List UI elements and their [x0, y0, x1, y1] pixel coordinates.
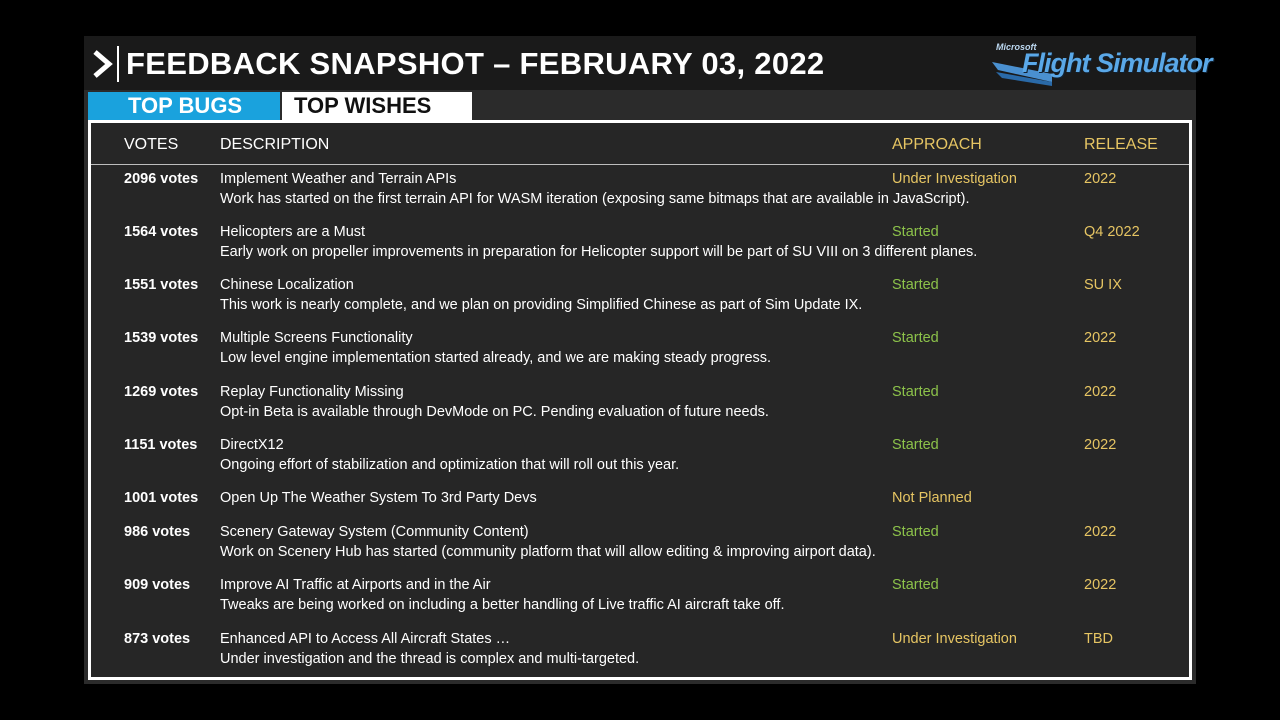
row-release: 2022 — [1084, 171, 1117, 187]
row-detail: Low level engine implementation started already, and we are making steady progress. — [220, 350, 772, 366]
logo-text: Flight Simulator — [1022, 48, 1212, 78]
tab-top-wishes[interactable]: TOP WISHES — [282, 92, 472, 120]
row-title: Implement Weather and Terrain APIs — [220, 171, 457, 187]
row-approach: Under Investigation — [892, 631, 1017, 647]
row-votes: 1564 votes — [124, 224, 199, 240]
row-votes: 1551 votes — [124, 277, 199, 293]
row-votes: 873 votes — [124, 631, 191, 647]
row-approach: Started — [892, 330, 939, 346]
header-divider — [91, 164, 1189, 165]
row-title: DirectX12 — [220, 437, 284, 453]
row-approach: Started — [892, 437, 939, 453]
row-votes: 909 votes — [124, 577, 191, 593]
row-title: Replay Functionality Missing — [220, 384, 404, 400]
row-title: Enhanced API to Access All Aircraft States … — [220, 631, 511, 647]
row-votes: 1151 votes — [124, 437, 198, 453]
row-approach: Started — [892, 277, 939, 293]
row-approach: Not Planned — [892, 490, 972, 506]
row-release: Q4 2022 — [1084, 224, 1140, 240]
row-title: Chinese Localization — [220, 277, 354, 293]
row-release: 2022 — [1084, 524, 1117, 540]
row-title: Scenery Gateway System (Community Content) — [220, 524, 529, 540]
logo-brand: Microsoft — [996, 42, 1037, 52]
row-approach: Started — [892, 384, 939, 400]
column-header-votes: VOTES — [124, 136, 179, 153]
row-detail: Under investigation and the thread is complex and multi-targeted. — [220, 651, 640, 667]
row-approach: Started — [892, 224, 939, 240]
row-title: Improve AI Traffic at Airports and in the Air — [220, 577, 491, 593]
feedback-panel — [84, 36, 1212, 684]
flight-simulator-logo — [992, 42, 1212, 86]
column-header-release: RELEASE — [1084, 136, 1158, 153]
chevron-right-icon — [90, 48, 114, 80]
row-release: 2022 — [1084, 577, 1117, 593]
tab-top-bugs[interactable]: TOP BUGS — [88, 92, 280, 120]
row-release: 2022 — [1084, 384, 1117, 400]
row-votes: 2096 votes — [124, 171, 199, 187]
row-detail: Work has started on the first terrain API for WASM iteration (exposing same bitmaps that are available in JavaScript). — [220, 191, 970, 207]
row-votes: 986 votes — [124, 524, 191, 540]
row-votes: 1001 votes — [124, 490, 199, 506]
row-release: TBD — [1084, 631, 1113, 647]
column-header-approach: APPROACH — [892, 136, 982, 153]
row-detail: This work is nearly complete, and we plan on providing Simplified Chinese as part of Sim Update IX. — [220, 297, 863, 313]
row-approach: Started — [892, 524, 939, 540]
row-votes: 1539 votes — [124, 330, 199, 346]
row-approach: Under Investigation — [892, 171, 1017, 187]
row-release: 2022 — [1084, 330, 1117, 346]
header-bar — [84, 36, 1212, 90]
page-title: FEEDBACK SNAPSHOT – FEBRUARY 03, 2022 — [126, 46, 825, 81]
row-detail: Opt-in Beta is available through DevMode on PC. Pending evaluation of future needs. — [220, 404, 769, 420]
row-release: 2022 — [1084, 437, 1117, 453]
row-title: Multiple Screens Functionality — [220, 330, 413, 346]
column-header-description: DESCRIPTION — [220, 136, 330, 153]
row-detail: Ongoing effort of stabilization and optimization that will roll out this year. — [220, 457, 680, 473]
row-approach: Started — [892, 577, 939, 593]
row-votes: 1269 votes — [124, 384, 199, 400]
row-detail: Tweaks are being worked on including a better handling of Live traffic AI aircraft take off. — [220, 597, 785, 613]
row-release: SU IX — [1084, 277, 1122, 293]
wishes-table — [88, 120, 1192, 680]
row-detail: Early work on propeller improvements in preparation for Helicopter support will be part of SU VIII on 3 different planes. — [220, 244, 978, 260]
title-divider — [117, 46, 119, 82]
row-detail: Work on Scenery Hub has started (community platform that will allow editing & improving airport data). — [220, 544, 876, 560]
row-title: Open Up The Weather System To 3rd Party Devs — [220, 490, 537, 506]
row-title: Helicopters are a Must — [220, 224, 366, 240]
